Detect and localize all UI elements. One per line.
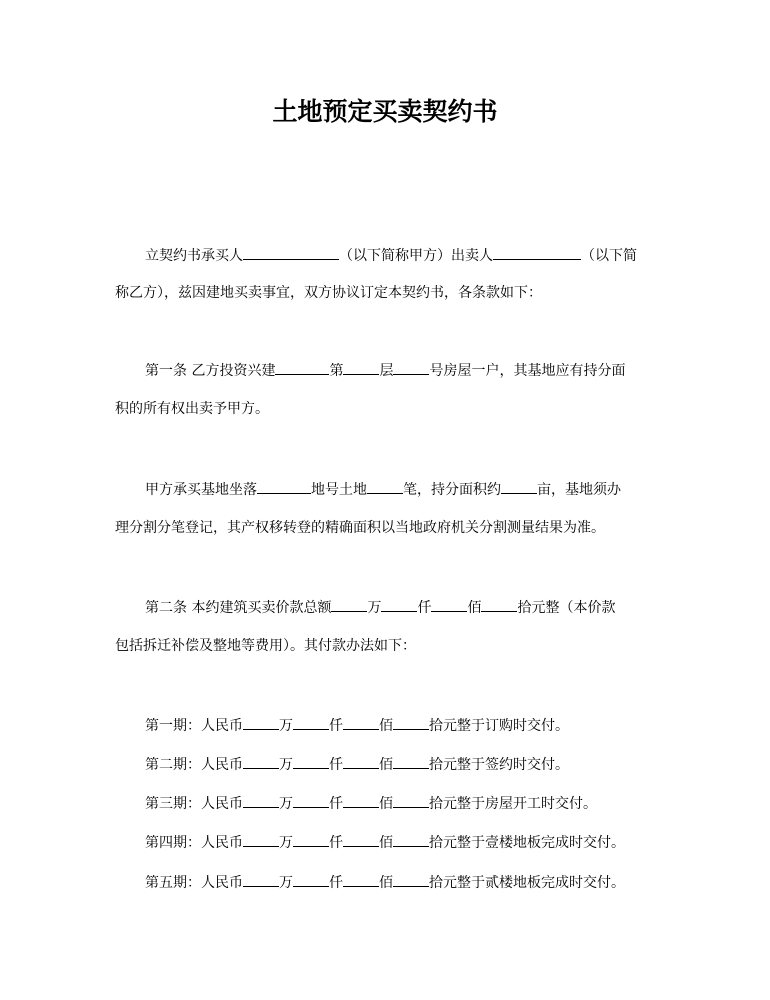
unit-wan: 万 [279,718,293,734]
payment-shi-blank [393,753,429,769]
payment-line-4 [145,831,625,853]
unit-wan: 万 [279,835,293,851]
article-1-text-3: 层 [379,363,394,379]
article-2-text-3: 仟 [417,600,432,616]
unit-number-blank [393,359,429,375]
intro-line-1 [145,244,637,266]
intro-text-2: （以下简称甲方）出卖人 [339,248,493,264]
payment-label: 第四期：人民币 [145,835,243,851]
building-blank [275,359,329,375]
payment-qian-blank [293,792,329,808]
intro-line-2: 称乙方），兹因建地买卖事宜，双方协议订定本契约书，各条款如下： [115,285,542,301]
article-2-line-2: 包括拆迁补偿及整地等费用）。其付款办法如下： [115,638,416,654]
payment-label: 第五期：人民币 [145,875,243,891]
payment-bai-blank [343,871,379,887]
article-2-text-2: 万 [367,600,382,616]
unit-qian: 仟 [329,796,343,812]
article-1-line-1 [145,359,625,381]
payment-bai-blank [343,792,379,808]
unit-qian: 仟 [329,835,343,851]
payment-wan-blank [243,714,279,730]
payment-terms: 拾元整于订购时交付。 [429,718,569,734]
location-blank [257,478,311,494]
unit-wan: 万 [279,875,293,891]
payment-label: 第三期：人民币 [145,796,243,812]
payment-shi-blank [393,792,429,808]
unit-qian: 仟 [329,718,343,734]
payment-bai-blank [343,714,379,730]
article-2-text-5: 拾元整（本价款 [517,600,616,616]
land-paragraph-line-2: 理分割分笔登记，其产权移转登的精确面积以当地政府机关分割测量结果为准。 [115,520,605,536]
article-1-text-4: 号房屋一户，其基地应有持分面 [429,363,626,379]
payment-terms: 拾元整于壹楼地板完成时交付。 [429,835,625,851]
intro-text-1: 立契约书承买人 [145,248,243,264]
total-shi-blank [481,596,517,612]
article-2-text-1: 第二条 本约建筑买卖价款总额 [145,600,332,616]
unit-wan: 万 [279,796,293,812]
payment-shi-blank [393,714,429,730]
payment-qian-blank [293,831,329,847]
payment-label: 第二期：人民币 [145,757,243,773]
land-text-4: 亩，基地须办 [537,482,621,498]
area-blank [501,478,537,494]
unit-qian: 仟 [329,757,343,773]
unit-bai: 佰 [379,796,393,812]
payment-wan-blank [243,753,279,769]
total-bai-blank [431,596,467,612]
payment-line-5 [145,871,625,893]
payment-terms: 拾元整于签约时交付。 [429,757,569,773]
payment-qian-blank [293,871,329,887]
land-paragraph-line-1 [145,478,621,500]
payment-shi-blank [393,831,429,847]
unit-wan: 万 [279,757,293,773]
total-wan-blank [331,596,367,612]
article-2-text-4: 佰 [467,600,482,616]
land-text-2: 地号土地 [311,482,367,498]
land-text-1: 甲方承买基地坐落 [145,482,257,498]
parcel-count-blank [367,478,403,494]
payment-wan-blank [243,792,279,808]
document-title: 土地预定买卖契约书 [272,97,498,126]
payment-wan-blank [243,871,279,887]
payment-line-3 [145,792,597,814]
unit-bai: 佰 [379,875,393,891]
unit-bai: 佰 [379,835,393,851]
unit-bai: 佰 [379,718,393,734]
floor-blank [343,359,379,375]
article-1-text-1: 第一条 乙方投资兴建 [145,363,276,379]
intro-text-3: （以下简 [581,248,637,264]
payment-terms: 拾元整于贰楼地板完成时交付。 [429,875,625,891]
payment-line-1 [145,714,569,736]
payment-qian-blank [293,753,329,769]
payment-bai-blank [343,831,379,847]
total-qian-blank [381,596,417,612]
payment-wan-blank [243,831,279,847]
unit-qian: 仟 [329,875,343,891]
payment-qian-blank [293,714,329,730]
seller-name-blank [493,244,581,260]
payment-terms: 拾元整于房屋开工时交付。 [429,796,597,812]
payment-shi-blank [393,871,429,887]
article-1-text-2: 第 [329,363,344,379]
buyer-name-blank [243,244,339,260]
article-2-line-1 [145,596,615,618]
payment-label: 第一期：人民币 [145,718,243,734]
unit-bai: 佰 [379,757,393,773]
payment-bai-blank [343,753,379,769]
article-1-line-2: 积的所有权出卖予甲方。 [115,401,269,417]
land-text-3: 笔，持分面积约 [403,482,501,498]
payment-line-2 [145,753,569,775]
